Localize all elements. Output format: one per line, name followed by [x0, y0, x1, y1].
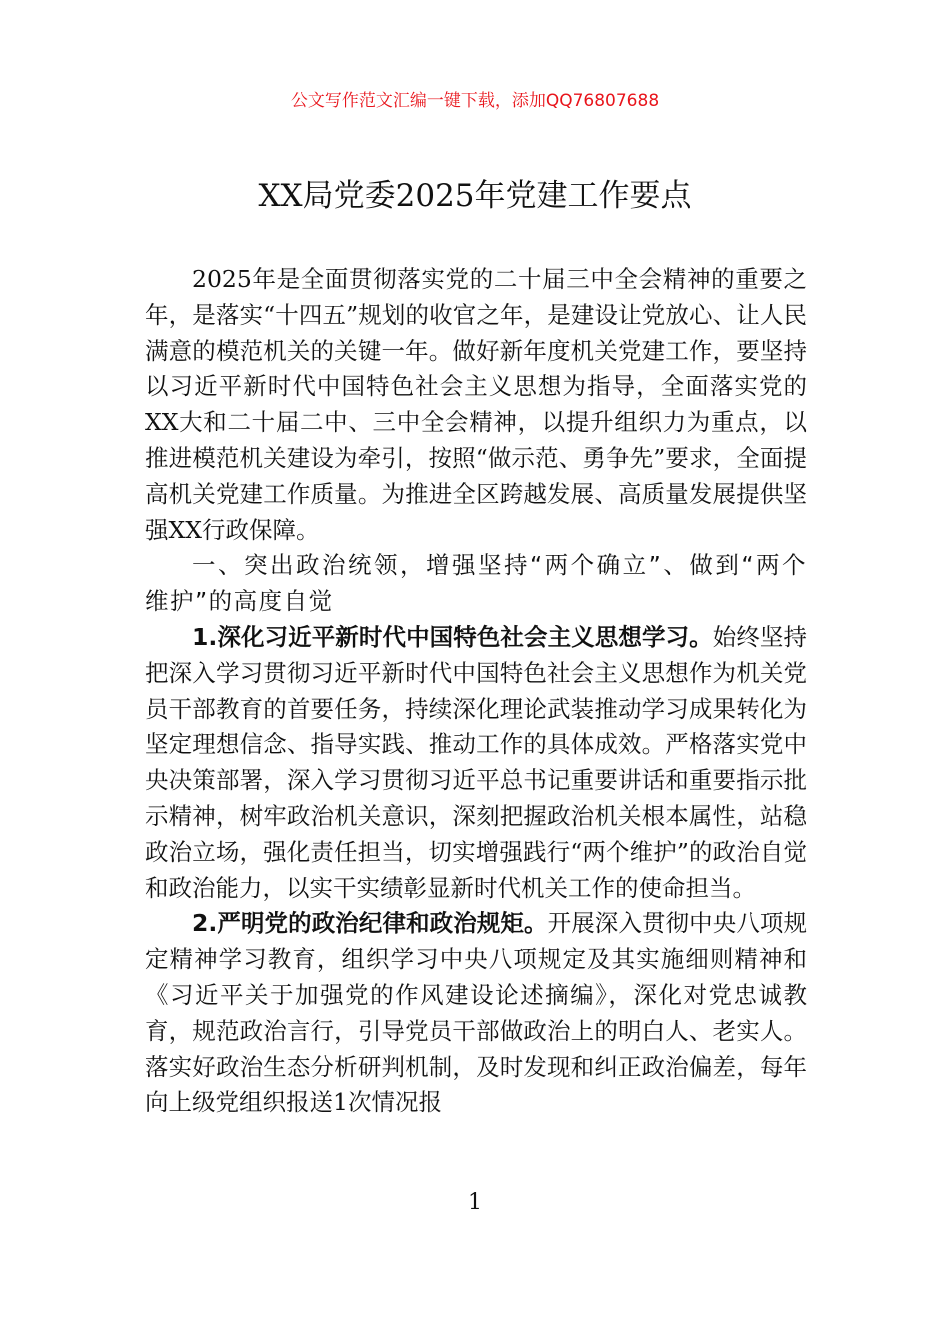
promo-banner: 公文写作范文汇编一键下载，添加QQ76807688 [290, 91, 660, 111]
document-body [145, 262, 807, 1121]
document-title: XX局党委2025年党建工作要点 [258, 178, 692, 214]
item-lead: 2.严明党的政治纪律和政治规矩。 [192, 909, 548, 938]
intro-paragraph: 2025年是全面贯彻落实党的二十届三中全会精神的重要之年，是落实“十四五”规划的收官之年，是建设让党放心、让人民满意的模范机关的关键一年。做好新年度机关党建工作，要坚持以习近平新时代中国特色社会主义思想为指导，全面落实党的XX大和二十届二中、三中全会精神，以提升组织力为重点，以推进模范机关建设为牵引，按照“做示范、勇争先”要求，全面提高机关党建工作质量。为推进全区跨越发展、高质量发展提供坚强XX行政保障。 [145, 265, 807, 544]
page-number: 1 [468, 1190, 482, 1215]
item-paragraph [145, 906, 807, 1121]
item-text: 始终坚持把深入学习贯彻习近平新时代中国特色社会主义思想作为机关党员干部教育的首要任务，持续深化理论武装推动学习成果转化为坚定理想信念、指导实践、推动工作的具体成效。严格落实党中央决策部署，深入学习贯彻习近平总书记重要讲话和重要指示批示精神，树牢政治机关意识，深刻把握政治机关根本属性，站稳政治立场，强化责任担当，切实增强践行“两个维护”的政治自觉和政治能力，以实干实绩彰显新时代机关工作的使命担当。 [145, 622, 808, 902]
section-heading: 一、突出政治统领，增强坚持“两个确立”、做到“两个维护”的高度自觉 [145, 551, 807, 616]
item-paragraph [145, 620, 807, 906]
item-text: 开展深入贯彻中央八项规定精神学习教育，组织学习中央八项规定及其实施细则精神和《习近平关于加强党的作风建设论述摘编》，深化对党忠诚教育，规范政治言行，引导党员干部做政治上的明白人、老实人。落实好政治生态分析研判机制，及时发现和纠正政治偏差，每年向上级党组织报送1次情况报 [145, 909, 807, 1117]
item-lead: 1.深化习近平新时代中国特色社会主义思想学习。 [192, 622, 713, 651]
